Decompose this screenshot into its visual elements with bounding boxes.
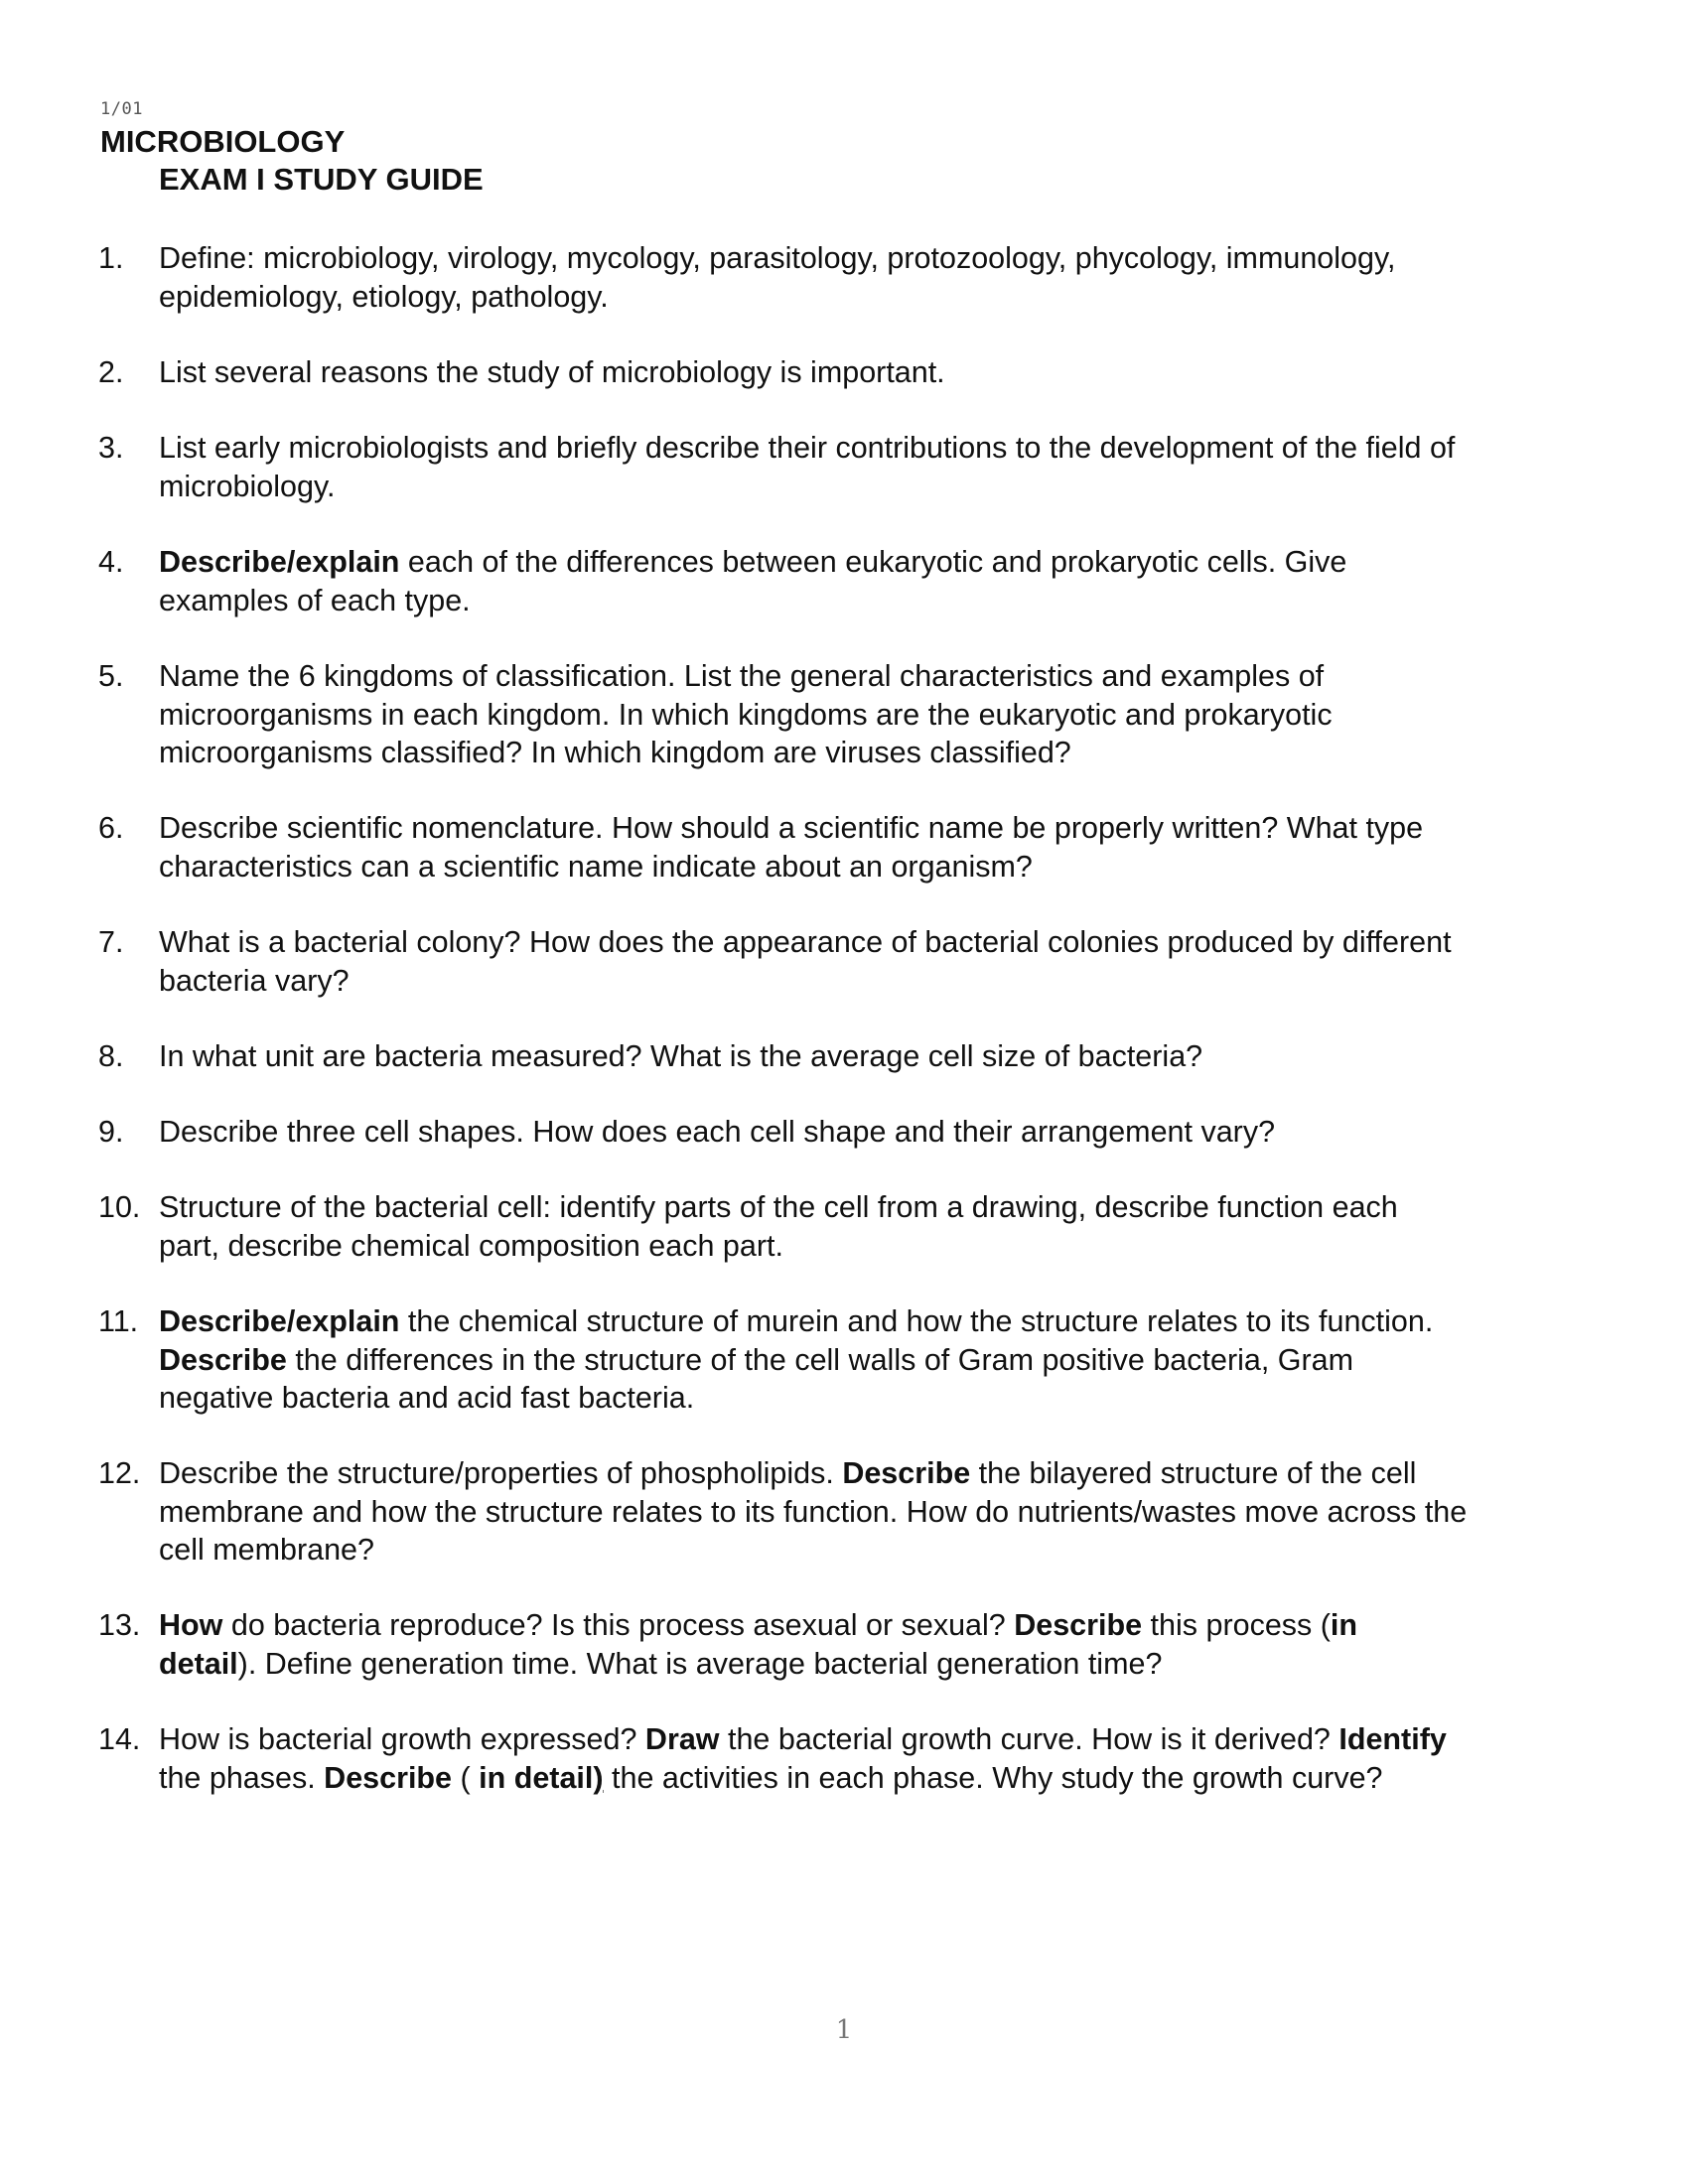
question-text-segment: bacteria vary?: [159, 963, 350, 998]
question-line: [159, 962, 1599, 1001]
question-number: 10.: [98, 1190, 141, 1224]
question-line: [159, 353, 1599, 392]
page-number: 1: [835, 2015, 853, 2045]
question-line: [159, 657, 1599, 696]
question-text: [159, 923, 1599, 1000]
question-number: 8.: [98, 1039, 124, 1073]
question-line: [159, 239, 1599, 278]
document-title: MICROBIOLOGY: [100, 124, 346, 159]
question-text-segment: negative bacteria and acid fast bacteria.: [159, 1381, 695, 1415]
emphasized-text: Describe: [1014, 1608, 1143, 1642]
question-text: [159, 429, 1599, 505]
question-text-segment: do bacteria reproduce? Is this process asexual or sexual?: [222, 1608, 1015, 1642]
question-text-segment: (: [452, 1760, 480, 1795]
question-text: [159, 809, 1599, 886]
question-line: [159, 543, 1599, 582]
emphasized-text: ): [593, 1760, 604, 1795]
document-subtitle: EXAM I STUDY GUIDE: [159, 162, 484, 197]
question-number: 14.: [98, 1722, 141, 1756]
emphasized-text: Identify: [1338, 1722, 1447, 1756]
emphasized-text: Describe: [159, 1342, 287, 1377]
question-text-segment: the phases.: [159, 1760, 325, 1795]
question-text-segment: ). Define generation time. What is average bacterial generation time?: [237, 1646, 1163, 1681]
question-line: [159, 1645, 1599, 1684]
question-number: 6.: [98, 811, 124, 845]
question-number: 13.: [98, 1608, 141, 1642]
question-text-segment: List early microbiologists and briefly describe their contributions to the development of the field of: [159, 431, 1456, 465]
question-number: 7.: [98, 925, 124, 959]
question-text: [159, 657, 1599, 772]
question-line: [159, 696, 1599, 735]
question-number: 3.: [98, 431, 124, 465]
emphasized-text: in detail: [479, 1760, 594, 1795]
question-text-segment: the differences in the structure of the cell walls of Gram positive bacteria, Gram: [286, 1342, 1354, 1377]
question-line: [159, 1302, 1599, 1341]
question-text-segment: membrane and how the structure relates to its function. How do nutrients/wastes move across the: [159, 1494, 1468, 1529]
question-text: [159, 543, 1599, 619]
question-text: [159, 1720, 1599, 1797]
question-number: 1.: [98, 241, 124, 275]
emphasized-text: Describe/explain: [159, 1304, 400, 1338]
question-line: [159, 1759, 1599, 1798]
question-text-segment: characteristics can a scientific name indicate about an organism?: [159, 849, 1033, 884]
question-number: 2.: [98, 355, 124, 389]
question-line: [159, 1493, 1599, 1532]
question-line: [159, 734, 1599, 772]
question-text: [159, 353, 1599, 392]
emphasized-text: detail: [159, 1646, 238, 1681]
question-line: [159, 1379, 1599, 1418]
question-text: [159, 239, 1599, 316]
question-text-segment: examples of each type.: [159, 583, 471, 617]
question-line: [159, 429, 1599, 468]
question-text-segment: Define: microbiology, virology, mycology, parasitology, protozoology, phycology, immunology,: [159, 241, 1396, 275]
question-text-segment: Structure of the bacterial cell: identify parts of the cell from a drawing, describe function each: [159, 1190, 1398, 1224]
question-line: [159, 1720, 1599, 1759]
emphasized-text: Draw: [644, 1722, 720, 1756]
emphasized-text: Describe: [842, 1456, 971, 1490]
question-line: [159, 1454, 1599, 1493]
question-text: [159, 1188, 1599, 1265]
question-line: [159, 468, 1599, 506]
question-text-segment: microorganisms in each kingdom. In which kingdoms are the eukaryotic and prokaryotic: [159, 697, 1333, 732]
question-text: [159, 1606, 1599, 1683]
emphasized-text: How: [159, 1608, 223, 1642]
question-line: [159, 809, 1599, 848]
question-line: [159, 1606, 1599, 1645]
question-text-segment: the bilayered structure of the cell: [970, 1456, 1417, 1490]
question-text-segment: this process (: [1142, 1608, 1331, 1642]
question-text-segment: microorganisms classified? In which kingdom are viruses classified?: [159, 736, 1071, 769]
question-text: [159, 1302, 1599, 1418]
question-line: [159, 1037, 1599, 1076]
document-date: 1/01: [100, 99, 143, 119]
emphasized-text: Describe/explain: [159, 545, 400, 579]
question-text-segment: each of the differences between eukaryotic and prokaryotic cells. Give: [399, 545, 1347, 579]
question-line: [159, 1227, 1599, 1266]
question-text-segment: In what unit are bacteria measured? What is the average cell size of bacteria?: [159, 1039, 1203, 1073]
question-text-segment: cell membrane?: [159, 1533, 374, 1567]
question-text-segment: the activities in each phase. Why study the growth curve?: [603, 1760, 1383, 1795]
question-text: [159, 1454, 1599, 1570]
question-text-segment: Name the 6 kingdoms of classification. List the general characteristics and examples of: [159, 659, 1325, 693]
question-text-segment: List several reasons the study of microbiology is important.: [159, 355, 945, 389]
question-text-segment: Describe the structure/properties of phospholipids.: [159, 1456, 843, 1490]
question-line: [159, 848, 1599, 887]
question-line: [159, 278, 1599, 317]
question-line: [159, 1113, 1599, 1152]
question-text-segment: epidemiology, etiology, pathology.: [159, 279, 609, 314]
question-number: 5.: [98, 659, 124, 693]
question-line: [159, 1531, 1599, 1570]
emphasized-text: Describe: [324, 1760, 453, 1795]
question-line: [159, 923, 1599, 962]
question-line: [159, 1188, 1599, 1227]
question-line: [159, 582, 1599, 620]
question-text-segment: the bacterial growth curve. How is it derived?: [719, 1722, 1339, 1756]
emphasized-text: in: [1330, 1608, 1358, 1642]
question-number: 4.: [98, 545, 124, 579]
question-text-segment: Describe three cell shapes. How does each cell shape and their arrangement vary?: [159, 1115, 1276, 1149]
question-line: [159, 1341, 1599, 1380]
question-number: 11.: [98, 1304, 139, 1338]
question-text-segment: microbiology.: [159, 469, 336, 503]
question-text: [159, 1113, 1599, 1152]
question-text-segment: What is a bacterial colony? How does the appearance of bacterial colonies produced by different: [159, 925, 1452, 959]
question-text-segment: part, describe chemical composition each part.: [159, 1228, 783, 1263]
question-number: 9.: [98, 1115, 124, 1149]
question-text-segment: the chemical structure of murein and how the structure relates to its function.: [399, 1304, 1434, 1338]
question-text: [159, 1037, 1599, 1076]
question-number: 12.: [98, 1456, 141, 1490]
question-text-segment: Describe scientific nomenclature. How should a scientific name be properly written? What type: [159, 811, 1424, 845]
question-text-segment: How is bacterial growth expressed?: [159, 1722, 645, 1756]
